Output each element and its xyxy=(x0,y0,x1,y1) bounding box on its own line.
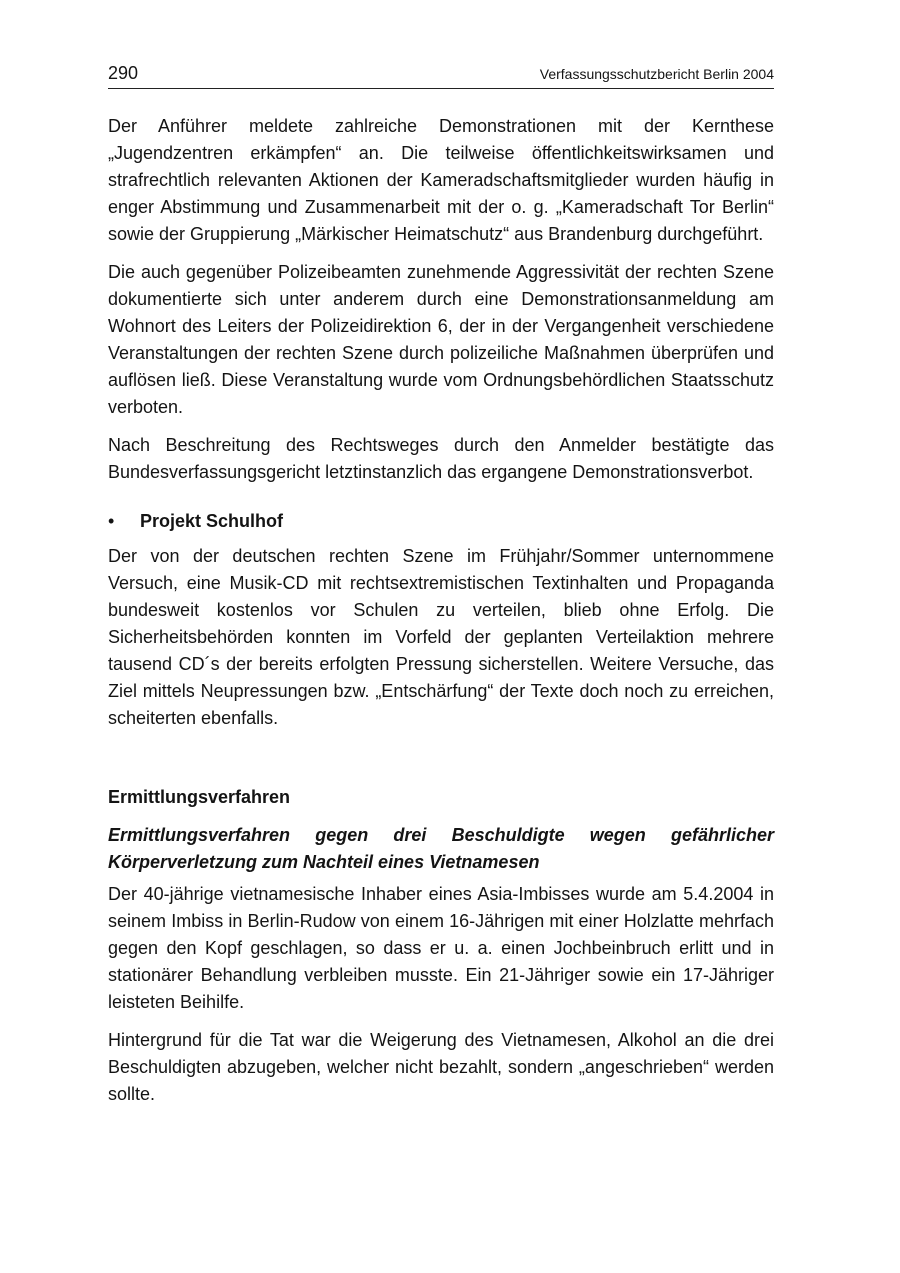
paragraph: Der Anführer meldete zahlreiche Demonstrationen mit der Kernthese „Jugendzentren erkämpfen“ an. Die teilweise öffentlichkeitswirksamen und strafrechtlich relevanten Aktionen der Kameradschaftsmitglieder wurden häufig in enger Abstimmung und Zusammenarbeit mit der o. g. „Kameradschaft Tor Berlin“ sowie der Gruppierung „Märkischer Heimatschutz“ aus Brandenburg durchgeführt. xyxy=(108,116,774,244)
running-title: Verfassungsschutzbericht Berlin 2004 xyxy=(539,66,774,82)
paragraph: Der von der deutschen rechten Szene im Frühjahr/Sommer unternommene Versuch, eine Musik-CD mit rechtsextremistischen Textinhalten und Propaganda bundesweit kostenlos vor Schulen zu verteilen, blieb ohne Erfolg. Die Sicherheitsbehörden konnten im Vorfeld der geplanten Verteilaktion mehrere tausend CD´s der bereits erfolgten Pressung sicherstellen. Weitere Versuche, das Ziel mittels Neupressungen bzw. „Entschärfung“ der Texte doch noch zu erreichen, scheiterten ebenfalls. xyxy=(108,546,774,728)
paragraph: Hintergrund für die Tat war die Weigerung des Vietnamesen, Alkohol an die drei Beschuldigten abzugeben, welcher nicht bezahlt, sondern „angeschrieben“ werden sollte. xyxy=(108,1030,774,1104)
bullet-heading xyxy=(108,508,774,535)
paragraph: Nach Beschreitung des Rechtsweges durch den Anmelder bestätigte das Bundesverfassungsgericht letztinstanzlich das ergangene Demonstrationsverbot. xyxy=(108,435,774,482)
page-body xyxy=(108,113,774,1119)
page-number: 290 xyxy=(108,63,139,83)
page-header xyxy=(108,62,774,89)
paragraph: Der 40-jährige vietnamesische Inhaber eines Asia-Imbisses wurde am 5.4.2004 in seinem Imbiss in Berlin-Rudow von einem 16-Jährigen mit einer Holzlatte mehrfach gegen den Kopf geschlagen, so dass er u. a. einen Jochbeinbruch erlitt und in stationärer Behandlung verbleiben musste. Ein 21-Jähriger sowie ein 17-Jähriger leisteten Beihilfe. xyxy=(108,884,774,1012)
section-subheading: Ermittlungsverfahren gegen drei Beschuldigte wegen gefährlicher Körperverletzung zum Nachteil eines Vietnamesen xyxy=(108,825,774,872)
bullet-icon: • xyxy=(108,511,115,531)
section-heading: Ermittlungsverfahren xyxy=(108,787,291,807)
paragraph: Die auch gegenüber Polizeibeamten zunehmende Aggressivität der rechten Szene dokumentierte sich unter anderem durch eine Demonstrationsanmeldung am Wohnort des Leiters der Polizeidirektion 6, der in der Vergangenheit verschiedene Veranstaltungen der rechten Szene durch polizeiliche Maßnahmen überprüfen und auflösen ließ. Diese Veranstaltung wurde vom Ordnungsbehördlichen Staatsschutz verboten. xyxy=(108,262,774,417)
bullet-heading-text: Projekt Schulhof xyxy=(140,511,284,531)
